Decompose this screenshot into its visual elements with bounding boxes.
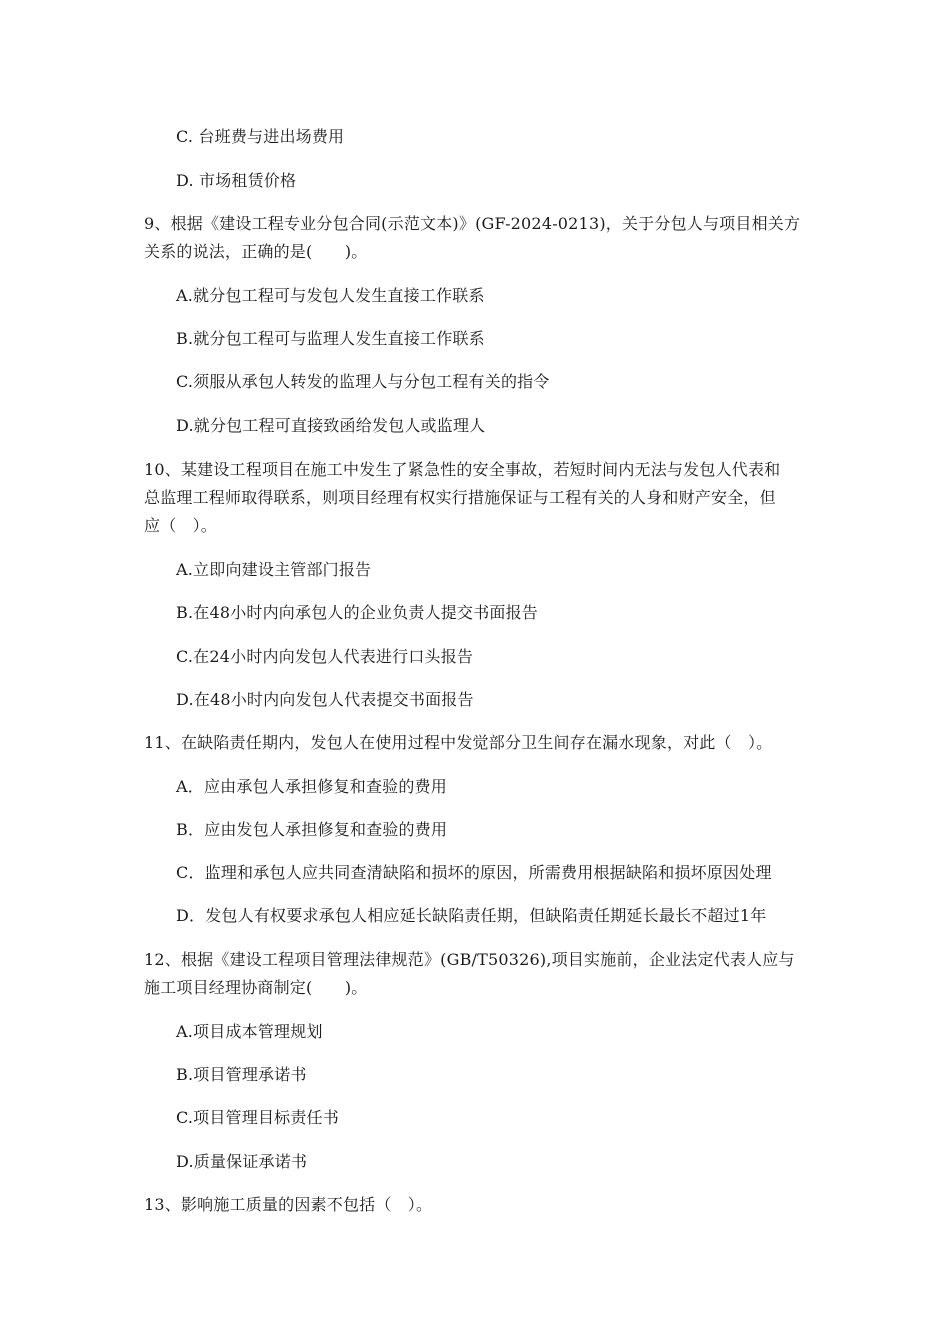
option-a-q11: A．应由承包人承担修复和查验的费用 [176,777,447,796]
option-d-q10: D.在48小时内向发包人代表提交书面报告 [176,690,474,709]
option-a-q9: A.就分包工程可与发包人发生直接工作联系 [176,286,485,305]
question-11: 11、在缺陷责任期内，发包人在使用过程中发觉部分卫生间存在漏水现象，对此（ ）。 [144,733,773,752]
option-b-q10: B.在48小时内向承包人的企业负责人提交书面报告 [176,603,539,622]
question-10-line-3: 应（ ）。 [144,516,218,535]
question-9-line-2: 关系的说法，正确的是( )。 [144,242,368,261]
question-12-line-2: 施工项目经理协商制定( )。 [144,978,368,997]
question-10-line-1: 10、某建设工程项目在施工中发生了紧急性的安全事故，若短时间内无法与发包人代表和 [144,460,781,479]
option-a-q10: A.立即向建设主管部门报告 [176,560,372,579]
option-d-q11: D．发包人有权要求承包人相应延长缺陷责任期，但缺陷责任期延长最长不超过1年 [176,906,767,925]
option-d-q12: D.质量保证承诺书 [176,1152,308,1171]
option-b-q11: B．应由发包人承担修复和查验的费用 [176,820,448,839]
question-12-line-1: 12、根据《建设工程项目管理法律规范》(GB/T50326),项目实施前，企业法定代表人应与 [144,950,795,969]
option-b-q9: B.就分包工程可与监理人发生直接工作联系 [176,329,485,348]
option-d-q8: D. 市场租赁价格 [176,171,297,190]
question-10-line-2: 总监理工程师取得联系，则项目经理有权实行措施保证与工程有关的人身和财产安全，但 [144,488,776,507]
option-c-q9: C.须服从承包人转发的监理人与分包工程有关的指令 [176,372,550,391]
option-b-q12: B.项目管理承诺书 [176,1065,307,1084]
option-d-q9: D.就分包工程可直接致函给发包人或监理人 [176,416,486,435]
option-a-q12: A.项目成本管理规划 [176,1022,323,1041]
option-c-q12: C.项目管理目标责任书 [176,1108,339,1127]
option-c-q11: C．监理和承包人应共同查清缺陷和损坏的原因，所需费用根据缺陷和损坏原因处理 [176,863,772,882]
option-c-q8: C. 台班费与进出场费用 [176,127,345,146]
question-13: 13、影响施工质量的因素不包括（ ）。 [144,1195,433,1214]
option-c-q10: C.在24小时内向发包人代表进行口头报告 [176,647,474,666]
question-9-line-1: 9、根据《建设工程专业分包合同(示范文本)》(GF-2024-0213)，关于分包人与项目相关方 [144,214,801,233]
